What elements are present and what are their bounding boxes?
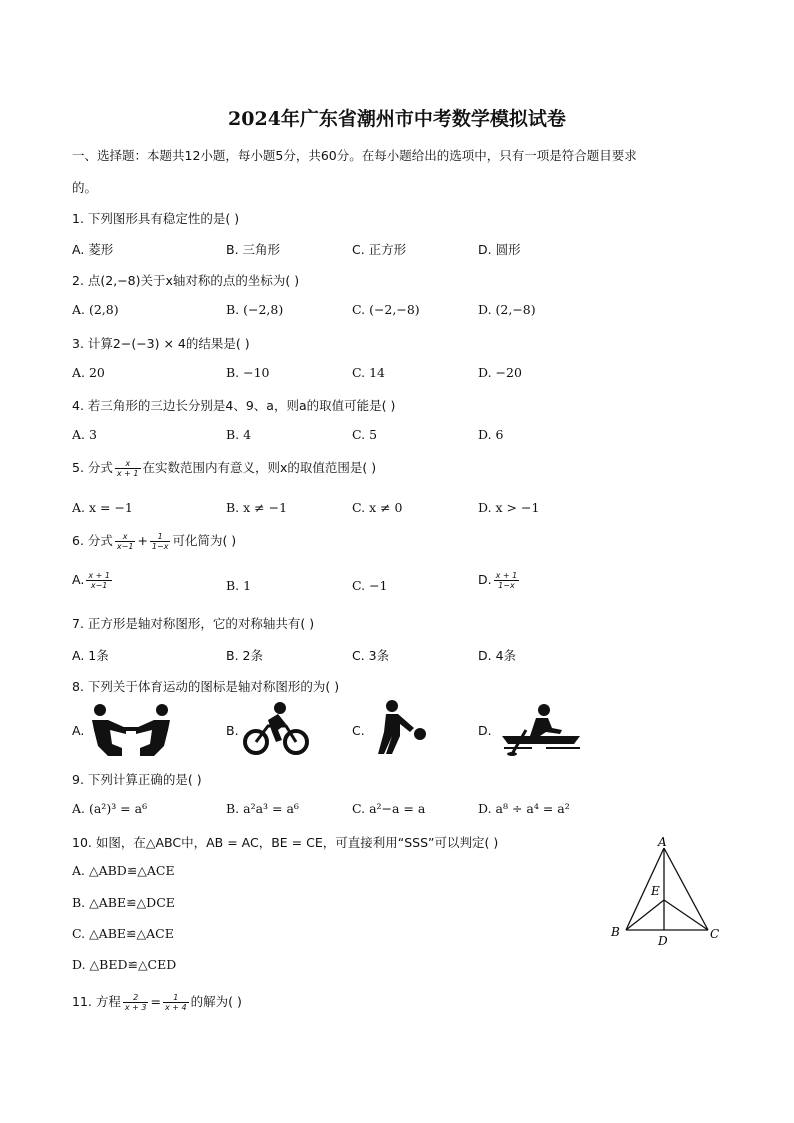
question-9-option-d: D. a⁸ ÷ a⁴ = a² <box>478 801 570 816</box>
question-2-option-b: B. (−2,8) <box>226 302 284 317</box>
question-5-option-a: A. x = −1 <box>72 500 133 515</box>
point-a-label: A <box>658 835 667 849</box>
question-1-stem: 1. 下列图形具有稳定性的是( ) <box>72 211 240 226</box>
segment-be <box>626 900 664 930</box>
question-5-stem-suffix: 在实数范围内有意义，则x的取值范围是( ) <box>142 460 377 475</box>
question-4-option-b: B. 4 <box>226 427 252 442</box>
question-9-option-c: C. a²−a = a <box>352 801 426 816</box>
question-6-option-c: C. −1 <box>352 578 388 593</box>
question-3-stem: 3. 计算2−(−3) × 4的结果是( ) <box>72 336 250 351</box>
question-6-option-d-denominator: 1−x <box>498 581 515 590</box>
question-6-option-a-label: A. <box>72 572 85 587</box>
question-7-option-d: D. 4条 <box>478 648 517 663</box>
question-2-option-a: A. (2,8) <box>72 302 119 317</box>
question-6-option-d-fraction <box>494 571 520 590</box>
question-10-stem: 10. 如图，在△ABC中，AB = AC，BE = CE，可直接利用“SSS”可以判定( ) <box>72 835 499 850</box>
volleyball-icon <box>370 698 430 758</box>
question-6-option-a-numerator: x + 1 <box>88 571 110 580</box>
question-11-stem <box>72 992 242 1012</box>
question-11-fraction-1 <box>123 993 149 1012</box>
question-11-fraction-2-numerator: 1 <box>163 993 189 1003</box>
question-6-stem-suffix: 可化简为( ) <box>172 533 237 548</box>
triangle-figure <box>606 830 726 950</box>
question-10-option-c: C. △ABE≌△ACE <box>72 926 174 941</box>
page-title: 2024年广东省潮州市中考数学模拟试卷 <box>228 108 566 130</box>
question-6-option-a <box>72 571 114 590</box>
question-6-option-d-numerator: x + 1 <box>495 571 518 580</box>
point-d-label: D <box>658 934 668 948</box>
question-2-option-d: D. (2,−8) <box>478 302 536 317</box>
question-6-option-a-denominator: x−1 <box>90 581 108 590</box>
cycling-icon <box>242 700 312 758</box>
question-6-fraction-2-denominator: 1−x <box>151 542 169 551</box>
question-11-fraction-2 <box>163 993 189 1012</box>
question-11-fraction-1-numerator: 2 <box>123 993 149 1003</box>
rowing-icon <box>496 702 586 756</box>
question-8-option-b: B. <box>226 723 239 738</box>
question-6-stem-prefix: 6. 分式 <box>72 533 113 548</box>
question-1-option-d: D. 圆形 <box>478 242 521 257</box>
question-9-option-a: A. (a²)³ = a⁶ <box>72 801 148 816</box>
question-6-fraction-2-numerator: 1 <box>150 532 171 542</box>
question-1-option-a: A. 菱形 <box>72 242 114 257</box>
question-11-fraction-2-denominator: x + 4 <box>164 1003 187 1012</box>
section-instruction-line1: 一、选择题：本题共12小题，每小题5分，共60分。在每小题给出的选项中，只有一项是符合题目要求 <box>72 148 637 163</box>
question-4-stem: 4. 若三角形的三边长分别是4、9、a，则a的取值可能是( ) <box>72 398 396 413</box>
question-10-option-a: A. △ABD≌△ACE <box>72 863 175 878</box>
question-4-option-d: D. 6 <box>478 427 504 442</box>
question-3-option-a: A. 20 <box>72 365 105 380</box>
question-6-option-b: B. 1 <box>226 578 252 593</box>
question-1-option-c: C. 正方形 <box>352 242 407 257</box>
question-10-option-b: B. △ABE≌△DCE <box>72 895 175 910</box>
question-5-stem-prefix: 5. 分式 <box>72 460 113 475</box>
question-9-stem: 9. 下列计算正确的是( ) <box>72 772 202 787</box>
question-3-option-d: D. −20 <box>478 365 522 380</box>
question-11-equals: = <box>150 994 161 1009</box>
question-11-stem-prefix: 11. 方程 <box>72 994 121 1009</box>
question-6-fraction-2 <box>150 532 171 551</box>
question-6-option-d <box>478 571 521 590</box>
question-3-option-b: B. −10 <box>226 365 270 380</box>
point-b-label: B <box>611 925 620 939</box>
section-instruction-line2: 的。 <box>72 180 98 195</box>
question-6-stem <box>72 531 236 551</box>
question-8-option-d: D. <box>478 723 492 738</box>
question-4-option-a: A. 3 <box>72 427 97 442</box>
question-8-stem: 8. 下列关于体育运动的图标是轴对称图形的为( ) <box>72 679 340 694</box>
question-2-option-c: C. (−2,−8) <box>352 302 420 317</box>
question-3-option-c: C. 14 <box>352 365 385 380</box>
question-8-option-c: C. <box>352 723 365 738</box>
question-7-stem: 7. 正方形是轴对称图形，它的对称轴共有( ) <box>72 616 315 631</box>
tug-of-war-icon <box>86 700 176 758</box>
question-7-option-c: C. 3条 <box>352 648 390 663</box>
question-6-option-d-label: D. <box>478 572 492 587</box>
point-e-label: E <box>651 884 660 898</box>
question-7-option-b: B. 2条 <box>226 648 263 663</box>
question-6-fraction-1 <box>115 532 136 551</box>
question-5-option-b: B. x ≠ −1 <box>226 500 288 515</box>
question-5-fraction-numerator: x <box>115 459 141 469</box>
question-6-fraction-1-numerator: x <box>115 532 136 542</box>
question-5-fraction <box>115 459 141 478</box>
question-6-option-a-fraction <box>86 571 112 590</box>
question-11-stem-suffix: 的解为( ) <box>190 994 242 1009</box>
question-9-option-b: B. a²a³ = a⁶ <box>226 801 299 816</box>
question-7-option-a: A. 1条 <box>72 648 109 663</box>
question-5-fraction-denominator: x + 1 <box>116 469 139 478</box>
question-2-stem: 2. 点(2,−8)关于x轴对称的点的坐标为( ) <box>72 273 300 288</box>
question-10-option-d: D. △BED≌△CED <box>72 957 177 972</box>
question-6-fraction-1-denominator: x−1 <box>116 542 134 551</box>
question-5-option-d: D. x > −1 <box>478 500 540 515</box>
segment-ac <box>664 848 708 930</box>
triangle-lines <box>626 848 708 930</box>
question-11-fraction-1-denominator: x + 3 <box>124 1003 147 1012</box>
question-5-stem <box>72 458 376 478</box>
segment-ce <box>664 900 708 930</box>
point-c-label: C <box>710 927 720 941</box>
question-4-option-c: C. 5 <box>352 427 378 442</box>
question-1-option-b: B. 三角形 <box>226 242 281 257</box>
question-6-plus: + <box>137 533 148 548</box>
question-8-option-a: A. <box>72 723 85 738</box>
question-5-option-c: C. x ≠ 0 <box>352 500 403 515</box>
